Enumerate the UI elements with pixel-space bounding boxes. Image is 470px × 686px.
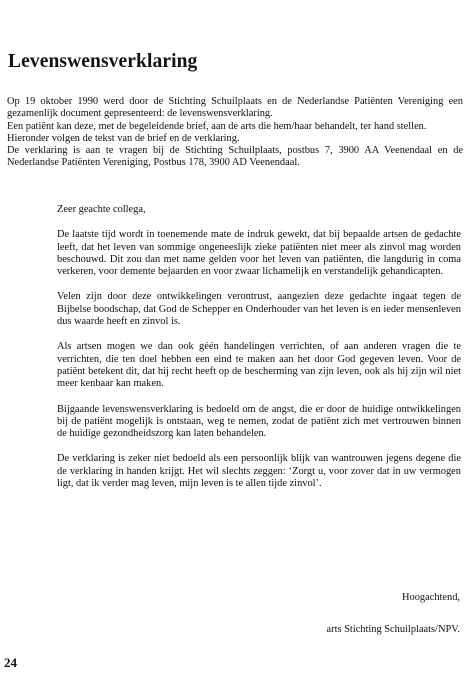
page-title: Levenswensverklaring [8, 51, 198, 72]
signature: arts Stichting Schuilplaats/NPV. [326, 624, 460, 636]
letter-body [57, 204, 461, 503]
intro-paragraph: Op 19 oktober 1990 werd door de Stichting Schuilplaats en de Nederlandse Patiënten Vereniging een gezamenlijk document gepresenteerd: de levenswensverklaring. [7, 96, 463, 120]
letter-paragraph: De verklaring is zeker niet bedoeld als een persoonlijk blijk van wantrouwen jegens degene die de verklaring in handen krijgt. Het wil slechts zeggen: ‘Zorgt u, voor zover dat in uw vermogen ligt, dat ik verder mag leven, mijn leven is te allen tijde zinvol’. [57, 453, 461, 490]
page-number: 24 [4, 655, 17, 670]
letter-paragraph: De laatste tijd wordt in toenemende mate de indruk gewekt, dat bij bepaalde artsen de gedachte leeft, dat het leven van sommige ongeneeslijk zieke patiënten niet meer als zinvol mag worden beschouwd. Dit zou dan met name gelden voor het leven van patiënten, die langdurig in coma verkeren, voor demente bejaarden en voor zwaar lichamelijk en verstandelijk gehandicapten. [57, 229, 461, 278]
intro-paragraph: Hieronder volgen de tekst van de brief en de verklaring. [7, 132, 240, 144]
intro-paragraph: Een patiënt kan deze, met de begeleidende brief, aan de arts die hem/haar behandelt, ter hand stellen. [7, 120, 427, 132]
letter-paragraph: Als artsen mogen we dan ook géén handelingen verrichten, of aan anderen vragen die te verrichten, die ten doel hebben een eind te maken aan het door God gegeven leven. Voor de patiënt betekent dit, dat hij recht heeft op de bescherming van zijn leven, ook als hij zijn wil niet meer kenbaar kan maken. [57, 341, 461, 390]
letter-paragraph: Bijgaande levenswensverklaring is bedoeld om de angst, die er door de huidige ontwikkelingen bij de patiënt mogelijk is ontstaan, weg te nemen, zodat de patiënt zich met vertrouwen binnen de huidige gezondheidszorg kan laten behandelen. [57, 403, 461, 440]
closing-greeting: Hoogachtend, [402, 592, 460, 603]
letter-paragraph: Velen zijn door deze ontwikkelingen verontrust, aangezien deze gedachte ingaat tegen de Bijbelse boodschap, dat God de Schepper en Onderhouder van het leven is en ieder mensenleven dus waarde heeft en zinvol is. [57, 291, 461, 328]
letter-closing [327, 592, 460, 637]
intro-paragraph: De verklaring is aan te vragen bij de Stichting Schuilplaats, postbus 7, 3900 AA Veenendaal en de Nederlandse Patiënten Vereniging, Postbus 178, 3900 AD Veenendaal. [7, 145, 463, 169]
intro-section [7, 96, 463, 170]
letter-salutation: Zeer geachte collega, [57, 204, 146, 215]
